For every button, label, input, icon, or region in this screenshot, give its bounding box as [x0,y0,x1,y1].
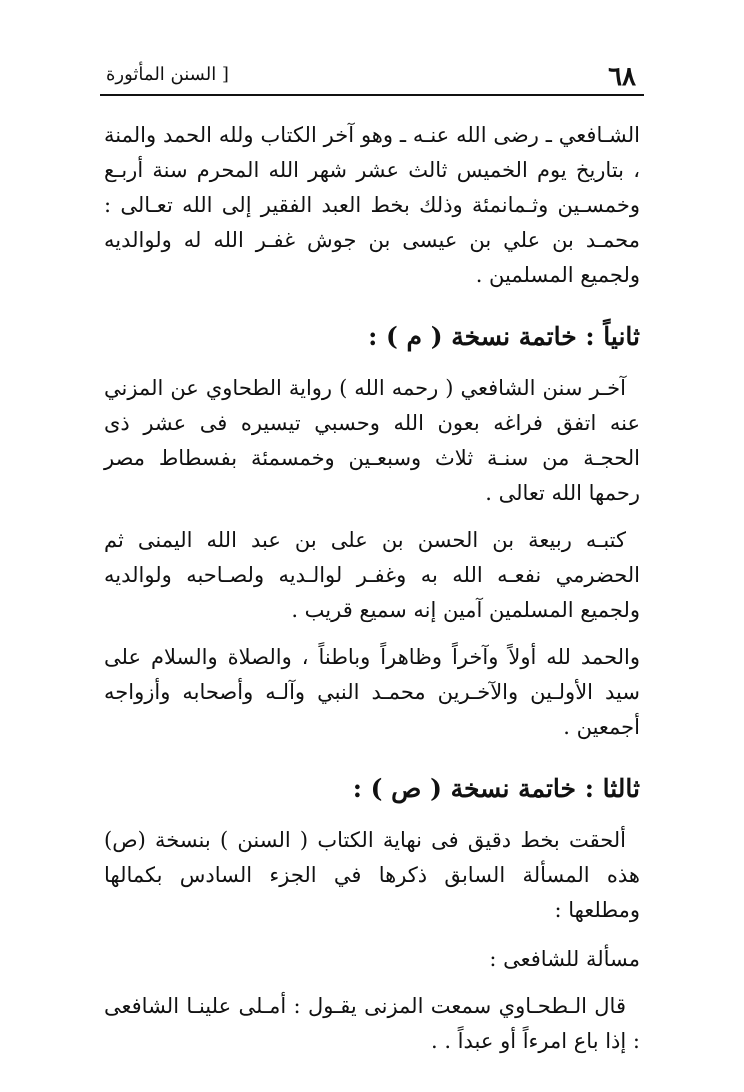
section-heading-second: ثانياً : خاتمة نسخة ( م ) : [368,322,640,351]
paragraph-manuscript-s: ألحقت بخط دقيق فى نهاية الكتاب ( السنن ) بنسخة (ص) هذه المسألة السابق ذكرها في الجزء السادس بكمالها ومطلعها : [104,828,640,922]
running-header [100,58,644,94]
subheading-shafii-issue: مسألة للشافعى : [489,947,640,971]
paragraph-tahawi-quote: قال الـطحـاوي سمعت المزنى يقـول : أمـلى علينـا الشافعى : إذا باع امرءاً أو عبداً . . [104,994,640,1053]
paragraph-scribe: كتبـه ربيعة بن الحسن بن على بن عبد الله اليمنى ثم الحضرمي نفعـه الله به وغفـر لوالـديه ولصـاحبه ولوالديه ولجميع المسلمين آمين إنه سميع قريب . [104,528,640,622]
book-title: [ السنن المأثورة [106,64,229,85]
page-body [104,118,640,1059]
section-heading-third: ثالثا : خاتمة نسخة ( ص ) : [352,774,640,803]
paragraph-colophon-end: الشـافعي ـ رضى الله عنـه ـ وهو آخر الكتاب ولله الحمد والمنة ، بتاريخ يوم الخميس ثالث عشر شهر الله المحرم سنة أربـع وخمسـين وثـمانمئة وذلك بخط العبد الفقير إلى الله تعـالى : محمـد بن علي بن عيسى بن جوش غفـر الله له ولوالديه ولجميع المسلمين . [104,123,640,287]
header-rule [100,94,644,96]
paragraph-manuscript-m: آخـر سنن الشافعي ( رحمه الله ) رواية الطحاوي عن المزني عنه اتفق فراغه بعون الله وحسبي تيسيره فى عشر ذى الحجـة من سنـة ثلاث وسبعـين وخمسمئة بفسطاط مصر رحمها الله تعالى . [104,376,640,505]
paragraph-praise: والحمد لله أولاً وآخراً وظاهراً وباطناً ، والصلاة والسلام على سيد الأولـين والآخـرين محمـد النبي وآلـه وأصحابه وأزواجه أجمعين . [104,645,640,739]
page-number: ٦٨ [608,62,636,92]
